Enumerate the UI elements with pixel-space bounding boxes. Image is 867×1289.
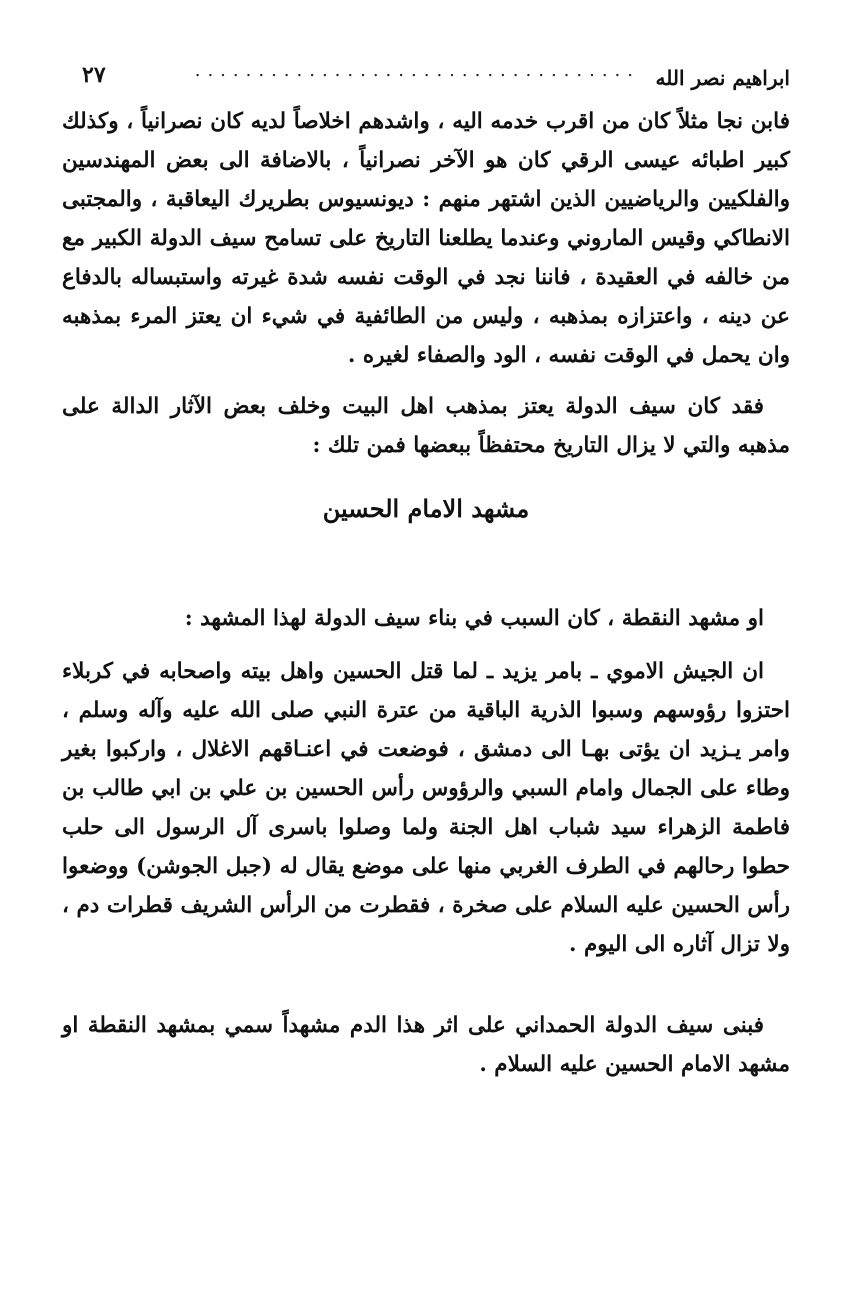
section-heading: مشهد الامام الحسين bbox=[322, 494, 530, 523]
body-paragraph-4: ان الجيش الاموي ـ بامر يزيد ـ لما قتل الحسين واهل بيته واصحابه في كربلاء احتزوا رؤوسهم وسبوا الذرية الباقية من عترة النبي صلى الله عليه وآله وسلم ، وامر يـزيد ان يؤتى بهـا الى دمشق ، فوضعت في اعنـاقهم الاغلال ، واركبوا بغير وطاء على الجمال وامام السبي والرؤوس رأس الحسين بن علي بن ابي طالب بن فاطمة الزهراء سيد شباب اهل الجنة ولما وصلوا باسرى آل الرسول الى حلب حطوا رحالهم في الطرف الغربي منها على موضع يقال له (جبل الجوشن) ووضعوا رأس الحسين عليه السلام على صخرة ، فقطرت من الرأس الشريف قطرات دم ، ولا تزال آثاره الى اليوم . bbox=[62, 659, 790, 957]
body-paragraph-3: او مشهد النقطة ، كان السبب في بناء سيف الدولة لهذا المشهد : bbox=[184, 606, 764, 631]
running-header bbox=[62, 56, 790, 96]
page-number: ٢٧ bbox=[82, 62, 106, 88]
body-paragraph-2: فقد كان سيف الدولة يعتز بمذهب اهل البيت وخلف بعض الآثار الدالة على مذهبه والتي لا يزال التاريخ محتفظاً ببعضها فمن تلك : bbox=[62, 394, 790, 458]
body-paragraph-1: فابن نجا مثلاً كان من اقرب خدمه اليه ، واشدهم اخلاصاً لديه كان نصرانياً ، وكذلك كبير اطبائه عيسى الرقي كان هو الآخر نصرانياً ، بالاضافة الى بعض المهندسين والفلكيين والرياضيين الذين اشتهر منهم : ديونسيوس بطريرك اليعاقبة ، والمجتبى الانطاكي وقيس الماروني وعندما يطلعنا التاريخ على تسامح سيف الدولة الكبير مع من خالفه في العقيدة ، فاننا نجد في الوقت نفسه شدة غيرته واستبساله بالدفاع عن دينه ، واعتزازه بمذهبه ، وليس من الطائفية في شيء ان يعتز المرء بمذهبه وان يحمل في الوقت نفسه ، الود والصفاء لغيره . bbox=[62, 109, 790, 368]
body-paragraph-5: فبنى سيف الدولة الحمداني على اثر هذا الدم مشهداً سمي بمشهد النقطة او مشهد الامام الحسين عليه السلام . bbox=[62, 1013, 790, 1077]
book-page bbox=[62, 56, 790, 1256]
header-dot-leader: ................................... bbox=[194, 60, 640, 81]
header-author-name: ابراهيم نصر الله bbox=[655, 66, 790, 90]
